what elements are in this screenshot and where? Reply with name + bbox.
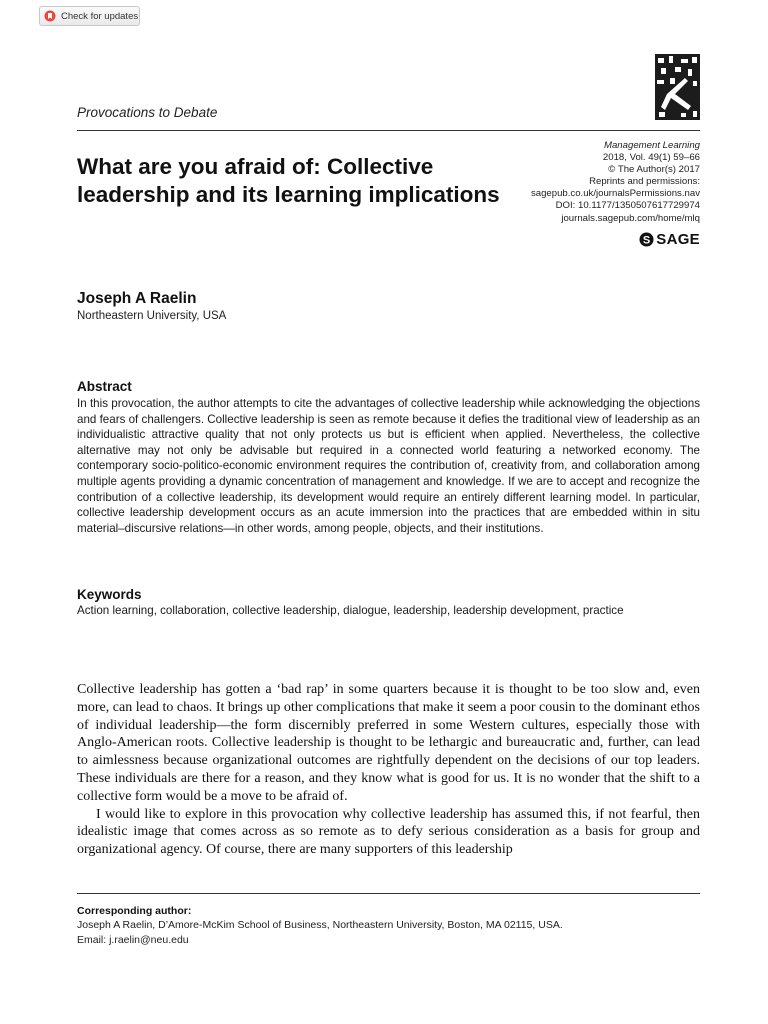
header-divider [77, 130, 700, 131]
article-title: What are you afraid of: Collective leadership and its learning implications [77, 154, 500, 207]
check-for-updates-icon [44, 10, 56, 22]
journal-name: Management Learning [603, 140, 700, 151]
author-name: Joseph A Raelin [77, 290, 197, 307]
journal-link[interactable]: journals.sagepub.com/home/mlq [561, 212, 700, 224]
section-label: Provocations to Debate [77, 105, 218, 120]
copyright: © The Author(s) 2017 [608, 164, 700, 176]
body-text [77, 681, 700, 859]
doi[interactable]: DOI: 10.1177/1350507617729974 [555, 200, 700, 212]
corresponding-author-heading: Corresponding author: [77, 905, 192, 917]
keywords-text: Action learning, collaboration, collective leadership, dialogue, leadership, leadership development, practice [77, 604, 624, 617]
check-for-updates-button[interactable] [39, 6, 140, 26]
corresponding-author-address: Joseph A Raelin, D’Amore-McKim School of Business, Northeastern University, Boston, MA 02115, USA. [77, 919, 563, 931]
keywords-heading: Keywords [77, 587, 142, 602]
svg-text:S: S [643, 234, 651, 247]
check-for-updates-label: Check for updates [61, 10, 139, 22]
volume-info: 2018, Vol. 49(1) 59–66 [602, 152, 700, 164]
journal-metadata [531, 140, 700, 225]
sage-logo-icon [639, 232, 654, 247]
body-paragraph-1: Collective leadership has gotten a ‘bad rap’ in some quarters because it is thought to be too slow and, even more, can lead to chaos. It brings up other complications that make it seem a poor cousin to the dominant ethos of individual leadership—the form discernibly preferred in some Western cultures, especially those with Anglo-American roots. Collective leadership is thought to be lethargic and bureaucratic and, further, can lead to aimlessness because organizational outcomes are rightfully dependent on the decisions of our top leaders. These individuals are there for a reason, and they know what is good for us. It is no wonder that the shift to a collective form would be a move to be afraid of. [77, 682, 700, 804]
abstract-heading: Abstract [77, 379, 132, 394]
abstract-text: In this provocation, the author attempts to cite the advantages of collective leadership while acknowledging the objections and fears of challengers. Collective leadership is seen as remote because it defies the traditional view of leadership as an individualistic attractive quality that not only protects us but is efficient when applied. Nevertheless, the collective alternative may not only be advisable but required in a connected world featuring a networked economy. The contemporary socio-politico-economic environment requires the contribution of, creativity from, and collaboration among multiple agents providing a dynamic concentration of management and knowledge. If we are to accept and recognize the contribution of a collective leadership, its development would require an entirely different learning model. In particular, collective leadership development occurs as an acute immersion into the practices that are embedded within in situ material–discursive relations—in other words, among people, objects, and their institutions. [77, 397, 700, 535]
footnote-divider [77, 893, 700, 894]
publisher-logo [639, 231, 700, 248]
body-paragraph-2: I would like to explore in this provocation why collective leadership has assumed this, if not fearful, then idealistic image that comes across as so remote as to defy serious consideration as a basis for group and organizational agency. Of course, there are many supporters of this leadership [77, 806, 700, 858]
author-affiliation: Northeastern University, USA [77, 310, 227, 322]
publisher-name: SAGE [656, 231, 700, 248]
journal-cover-logo [655, 54, 700, 120]
corresponding-author-email[interactable]: Email: j.raelin@neu.edu [77, 934, 189, 946]
reprints-link[interactable]: sagepub.co.uk/journalsPermissions.nav [530, 188, 700, 200]
reprints-label: Reprints and permissions: [589, 176, 700, 188]
